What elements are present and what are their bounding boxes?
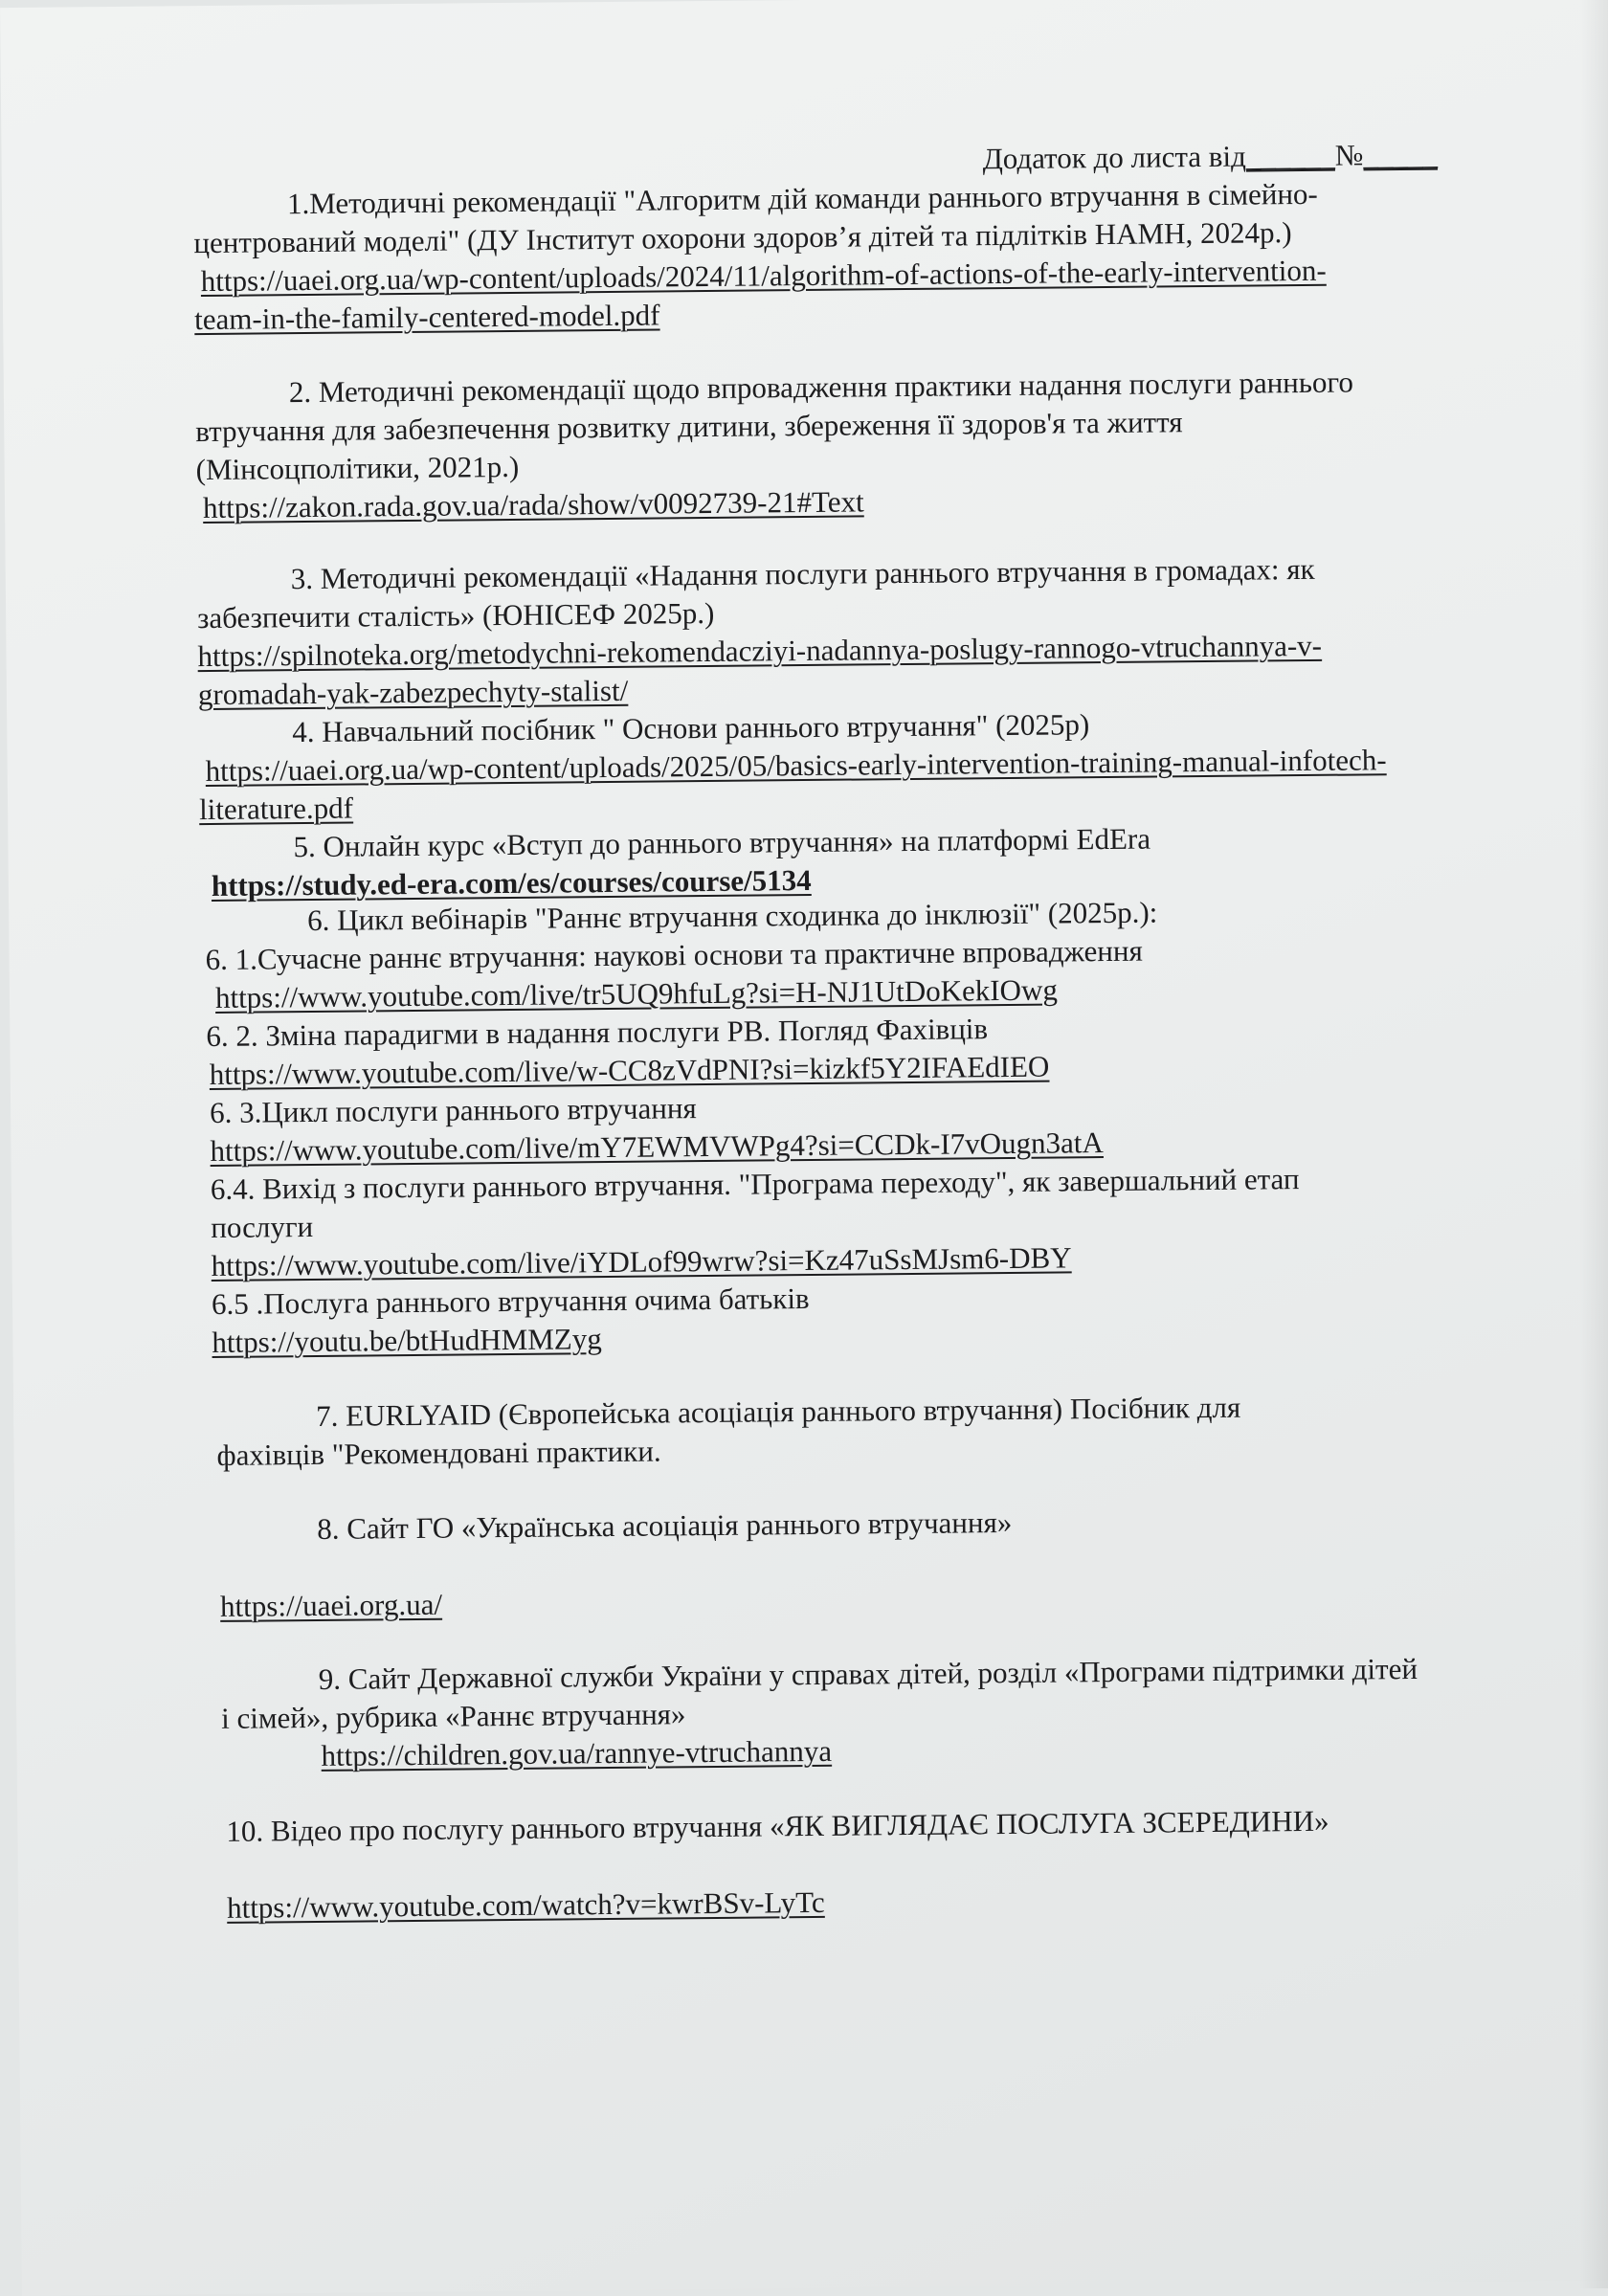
- number-blank: _____: [1363, 137, 1439, 172]
- item-6-2-title: 6. 2. Зміна парадигми в надання послуги РВ. Погляд Фахівців: [206, 1012, 989, 1054]
- item-5-link[interactable]: https://study.ed-era.com/es/courses/course/5134: [211, 862, 812, 903]
- item-2-title-line-1: 2. Методичні рекомендації щодо впровадження практики надання послуги раннього: [288, 365, 1354, 410]
- item-4-link-line-2[interactable]: literature.pdf: [198, 791, 354, 827]
- item-6-5-title: 6.5 .Послуга раннього втручання очима батьків: [211, 1282, 810, 1322]
- item-9-title-line-1: 9. Сайт Державної служби України у справах дітей, розділ «Програми підтримки дітей: [318, 1651, 1418, 1696]
- item-3-title-line-1: 3. Методичні рекомендації «Надання послуги раннього втручання в громадах: як: [290, 551, 1315, 596]
- item-2-title-line-3: (Мінсоцполітики, 2021р.): [195, 449, 520, 487]
- item-6-2-link[interactable]: https://www.youtube.com/live/w-CC8zVdPNI?si=kizkf5Y2IFAEdIEO: [209, 1049, 1050, 1092]
- item-5-title: 5. Онлайн курс «Вступ до раннього втручання» на платформі EdEra: [293, 821, 1151, 864]
- item-9-title-line-2: і сімей», рубрика «Раннє втручання»: [221, 1697, 686, 1735]
- item-2-link[interactable]: https://zakon.rada.gov.ua/rada/show/v0092739-21#Text: [202, 484, 864, 525]
- item-7-title-line-2: фахівців "Рекомендовані практики.: [216, 1434, 661, 1472]
- item-1-title-line-2: центрований моделі" (ДУ Інститут охорони здоров’я дітей та підлітків НАМН, 2024р.): [193, 215, 1292, 260]
- paper-edge-shadow: [1579, 0, 1608, 2288]
- item-6-3-link[interactable]: https://www.youtube.com/live/mY7EWMVWPg4?si=CCDk-I7vOugn3atA: [210, 1126, 1104, 1169]
- item-9-link[interactable]: https://children.gov.ua/rannye-vtruchannya: [321, 1733, 833, 1772]
- item-4-link-line-1[interactable]: https://uaei.org.ua/wp-content/uploads/2025/05/basics-early-intervention-training-manual-infotech-: [205, 743, 1387, 789]
- item-6-1-title: 6. 1.Сучасне раннє втручання: наукові основи та практичне впровадження: [205, 933, 1143, 977]
- item-6-1-link[interactable]: https://www.youtube.com/live/tr5UQ9hfuLg?si=H-NJ1UtDoKekIOwg: [214, 972, 1059, 1014]
- item-1-link-line-1[interactable]: https://uaei.org.ua/wp-content/uploads/2024/11/algorithm-of-actions-of-the-early-intervention-: [200, 253, 1327, 299]
- item-6-3-title: 6. 3.Цикл послуги раннього втручання: [209, 1091, 697, 1130]
- annex-label: Додаток до листа від: [982, 139, 1246, 176]
- item-3-link-line-1[interactable]: https://spilnoteka.org/metodychni-rekomendacziyi-nadannya-poslugy-rannogo-vtruchannya-v-: [197, 628, 1323, 674]
- number-label: №: [1334, 138, 1364, 172]
- item-8-title: 8. Сайт ГО «Українська асоціація раннього втручання»: [317, 1505, 1013, 1546]
- item-8-link[interactable]: https://uaei.org.ua/: [219, 1587, 443, 1623]
- item-6-4-title-line-1: 6.4. Вихід з послуги раннього втручання. "Програма переходу", як завершальний етап: [210, 1162, 1300, 1207]
- item-10-link[interactable]: https://www.youtube.com/watch?v=kwrBSv-LyTc: [226, 1884, 825, 1925]
- date-blank: ______: [1245, 138, 1335, 173]
- item-3-title-line-2: забезпечити сталість» (ЮНІСЕФ 2025р.): [197, 595, 715, 635]
- item-6-4-link[interactable]: https://www.youtube.com/live/iYDLof99wrw?si=Kz47uSsMJsm6-DBY: [211, 1240, 1072, 1283]
- annex-header: [982, 135, 1518, 178]
- item-2-title-line-2: втручання для забезпечення розвитку дитини, збереження її здоров'я та життя: [195, 405, 1183, 449]
- item-6-4-title-line-2: послуги: [211, 1209, 314, 1245]
- item-6-5-link[interactable]: https://youtu.be/btHudHMMZyg: [212, 1322, 602, 1360]
- item-6-title: 6. Цикл вебінарів "Раннє втручання сходинка до інклюзії" (2025р.):: [307, 895, 1158, 938]
- item-4-title: 4. Навчальний посібник " Основи раннього втручання" (2025р): [292, 707, 1090, 749]
- item-7-title-line-1: 7. EURLYAID (Європейська асоціація раннього втручання) Посібник для: [316, 1390, 1241, 1433]
- item-10-title: 10. Відео про послугу раннього втручання «ЯК ВИГЛЯДАЄ ПОСЛУГА ЗСЕРЕДИНИ»: [226, 1803, 1329, 1848]
- item-3-link-line-2[interactable]: gromadah-yak-zabezpechyty-stalist/: [197, 673, 629, 712]
- item-1-link-line-2[interactable]: team-in-the-family-centered-model.pdf: [194, 298, 660, 337]
- item-1-title-line-1: 1.Методичні рекомендації "Алгоритм дій команди раннього втручання в сімейно-: [286, 176, 1318, 221]
